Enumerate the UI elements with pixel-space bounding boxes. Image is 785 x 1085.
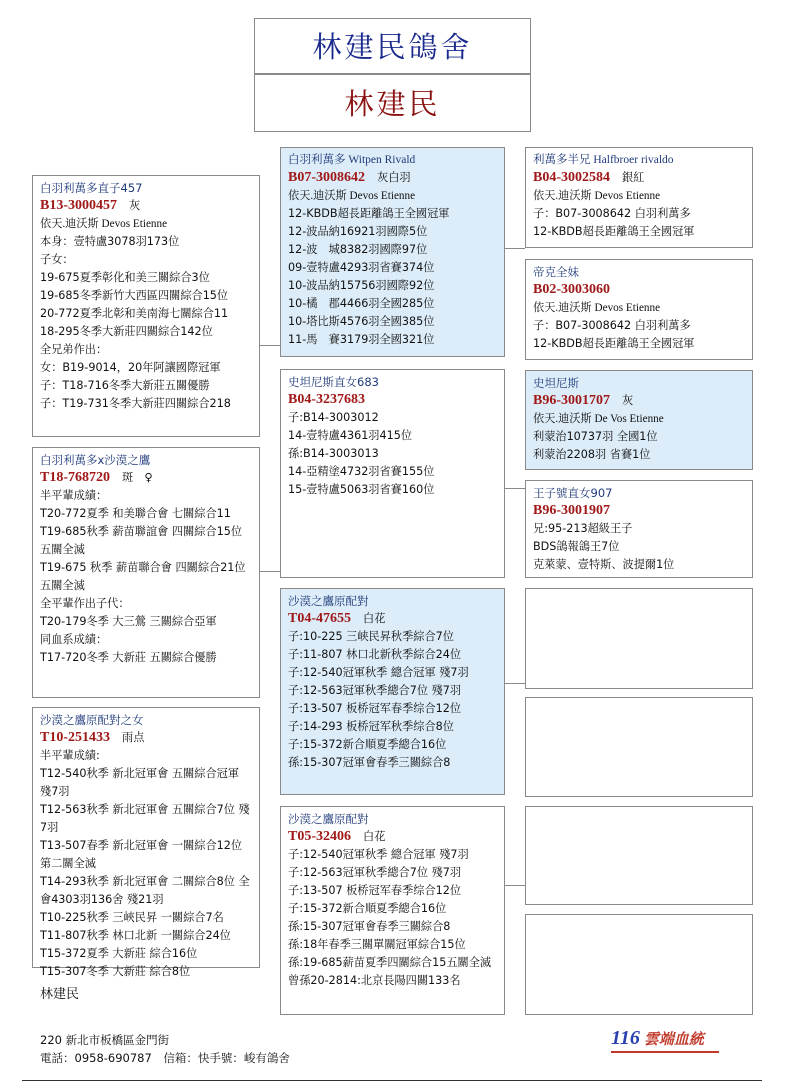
- card-line: T19-675 秋季 薪苗聯合會 四關綜合21位 五關全滅: [40, 561, 246, 592]
- card-title: 利萬多半兄 Halfbroer rivaldo: [533, 154, 674, 166]
- owner-name: 林建民: [254, 74, 531, 132]
- pedigree-card-sire-dam-line: [280, 369, 505, 578]
- card-line: 10-塔比斯4576羽全國385位: [288, 315, 435, 328]
- empty-card: [525, 806, 753, 905]
- pedigree-card-subject: [32, 175, 260, 437]
- ring-number: T04-47655: [288, 611, 351, 626]
- pedigree-card-prince-daughter: [525, 480, 753, 578]
- card-line: 12-KBDB超長距離鴿王全國冠軍: [288, 207, 450, 220]
- card-line: T12-563秋季 新北冠軍會 五關綜合7位 殘7羽: [40, 803, 250, 834]
- card-line: 子：T18-716冬季大新莊五關優勝: [40, 379, 210, 392]
- card-line: T20-772夏季 和美聯合會 七關綜合11: [40, 507, 231, 520]
- card-line: 女：B19-9014，20年阿讓國際冠軍: [40, 361, 221, 374]
- card-line: 09-壹特盧4293羽省賽374位: [288, 261, 435, 274]
- owner-signature: 林建民: [40, 987, 80, 1002]
- card-line: 12-波 城8382羽國際97位: [288, 243, 428, 256]
- card-line: 15-壹特盧5063羽省賽160位: [288, 483, 435, 496]
- logo-text: 雲端血統: [643, 1030, 704, 1048]
- card-line: 20-772夏季北彰和美南海七關綜合11: [40, 307, 229, 320]
- ring-number: B02-3003060: [533, 282, 610, 297]
- card-line: 克萊蒙、壹特斯、波提爾1位: [533, 558, 675, 571]
- card-line: 同血系成績：: [40, 633, 108, 646]
- pedigree-card-sire-dam: [525, 259, 753, 360]
- ring-number: B07-3008642: [288, 170, 365, 185]
- bird-color: 灰: [622, 394, 634, 407]
- loft-name: 林建民鴿舍: [254, 18, 531, 74]
- empty-card: [525, 588, 753, 689]
- bird-color: 銀紅: [622, 171, 645, 184]
- card-line: 依天.迪沃斯 Devos Etienne: [533, 190, 661, 202]
- card-line: 12-KBDB超長距離鴿王全國冠軍: [533, 225, 695, 238]
- card-line: 孫:19-685薪苗夏季四關綜合15五關全滅 曾孫20-2814:北京長陽四關133名: [288, 956, 492, 987]
- card-title: 史坦尼斯: [533, 376, 579, 390]
- pedigree-card-stanis: [525, 370, 753, 470]
- card-line: T19-685秋季 薪苗聯誼會 四關綜合15位 五關全滅: [40, 525, 243, 556]
- card-line: T12-540秋季 新北冠軍會 五關綜合冠軍 殘7羽: [40, 767, 240, 798]
- card-line: BDS鴿報鴿王7位: [533, 540, 620, 553]
- card-line: 子女：: [40, 253, 74, 266]
- card-line: 半平輩成績：: [40, 489, 108, 502]
- card-title: 白羽利萬多 Witpen Rivald: [288, 154, 416, 166]
- pedigree-card-dam-dam: [32, 707, 260, 978]
- empty-card: [525, 914, 753, 1015]
- card-line: 子:B14-3003012: [288, 411, 379, 424]
- card-line: 全兄弟作出：: [40, 343, 108, 356]
- empty-card: [525, 697, 753, 797]
- card-line: 子:13-507 板桥冠军春季综合12位: [288, 884, 462, 897]
- card-line: 依天.迪沃斯 De Vos Etienne: [533, 413, 664, 425]
- card-line: 11-馬 賽3179羽全國321位: [288, 333, 435, 346]
- card-line: 子:14-293 板桥冠军秋季综合8位: [288, 720, 454, 733]
- connector: [260, 571, 280, 572]
- card-line: T14-293秋季 新北冠軍會 二關綜合8位 全會4303羽136舍 殘21羽: [40, 875, 250, 906]
- card-title: 帝克全妹: [533, 265, 579, 279]
- card-line: 子:10-225 三峡民昇秋季綜合7位: [288, 630, 454, 643]
- card-line: 子:15-372新合順夏季總合16位: [288, 738, 447, 751]
- card-line: 子：B07-3008642 白羽利萬多: [533, 319, 691, 332]
- card-line: 子:12-540冠軍秋季 總合冠軍 殘7羽: [288, 848, 469, 861]
- card-line: 本身：壹特盧3078羽173位: [40, 235, 180, 248]
- card-line: 19-675夏季彰化和美三關綜合3位: [40, 271, 210, 284]
- connector: [505, 885, 525, 886]
- ring-number: B04-3002584: [533, 170, 610, 185]
- card-line: 19-685冬季新竹大西區四關綜合15位: [40, 289, 229, 302]
- bird-color: 灰白羽: [377, 171, 411, 184]
- footer-rule: [22, 1080, 762, 1081]
- card-line: 半平輩成績:: [40, 749, 100, 762]
- card-line: 依天.迪沃斯 Devos Etienne: [288, 190, 416, 202]
- card-line: T15-372夏季 大新莊 綜合16位: [40, 947, 198, 960]
- card-line: 利蒙治10737羽 全國1位: [533, 430, 658, 443]
- bird-color: 白花: [363, 612, 386, 625]
- bird-color: 斑 ♀: [122, 471, 153, 484]
- pedigree-card-dam-dam-sire: [280, 806, 505, 1015]
- card-title: 白羽利萬多直子457: [40, 181, 143, 195]
- connector: [505, 683, 525, 684]
- card-line: 14-亞精塗4732羽省賽155位: [288, 465, 435, 478]
- logo-underline: [611, 1051, 719, 1053]
- ring-number: B13-3000457: [40, 198, 117, 213]
- card-line: 孫:B14-3003013: [288, 447, 379, 460]
- logo-number: 116: [611, 1027, 640, 1049]
- card-title: 沙漠之鷹原配對: [288, 812, 369, 826]
- bird-color: 雨点: [122, 731, 145, 744]
- pedigree-card-sire: [280, 147, 505, 357]
- ring-number: T18-768720: [40, 470, 110, 485]
- card-line: 10-波品納15756羽國際92位: [288, 279, 435, 292]
- card-line: T20-179冬季 大三鶯 三關綜合亞軍: [40, 615, 217, 628]
- card-line: 14-壹特盧4361羽415位: [288, 429, 413, 442]
- card-line: 子：T19-731冬季大新莊四關綜合218: [40, 397, 231, 410]
- card-line: 依天.迪沃斯 Devos Etienne: [533, 302, 661, 314]
- card-line: 10-橘 郡4466羽全國285位: [288, 297, 435, 310]
- ring-number: B96-3001907: [533, 503, 610, 518]
- pedigree-card-dam-sire: [280, 588, 505, 795]
- card-title: 史坦尼斯直女683: [288, 375, 379, 389]
- card-line: 子：B07-3008642 白羽利萬多: [533, 207, 691, 220]
- card-title: 王子號直女907: [533, 486, 613, 500]
- bird-color: 白花: [363, 830, 386, 843]
- ring-number: T10-251433: [40, 730, 110, 745]
- card-line: T13-507春季 新北冠軍會 一關綜合12位 第二關全滅: [40, 839, 243, 870]
- card-line: 子:15-372新合順夏季總合16位: [288, 902, 447, 915]
- card-line: T15-307冬季 大新莊 綜合8位: [40, 965, 191, 978]
- card-line: 子:12-563冠軍秋季總合7位 殘7羽: [288, 866, 462, 879]
- card-title: 白羽利萬多x沙漠之鷹: [40, 453, 151, 467]
- card-line: 依天.迪沃斯 Devos Etienne: [40, 218, 168, 230]
- card-line: 孫:15-307冠軍會春季三關綜合8: [288, 920, 451, 933]
- card-title: 沙漠之鷹原配對之女: [40, 713, 144, 727]
- card-line: 孫:18年春季三關單關冠軍綜合15位: [288, 938, 466, 951]
- pedigree-card-sire-sire: [525, 147, 753, 248]
- ring-number: B04-3237683: [288, 392, 365, 407]
- card-line: 子:13-507 板桥冠军春季综合12位: [288, 702, 462, 715]
- connector: [505, 248, 525, 249]
- ring-number: B96-3001707: [533, 393, 610, 408]
- card-line: T17-720冬季 大新莊 五關綜合優勝: [40, 651, 217, 664]
- bird-color: 灰: [129, 199, 141, 212]
- card-line: 子:12-563冠軍秋季總合7位 殘7羽: [288, 684, 462, 697]
- card-title: 沙漠之鷹原配對: [288, 594, 369, 608]
- connector: [505, 488, 525, 489]
- card-line: 子:12-540冠軍秋季 總合冠軍 殘7羽: [288, 666, 469, 679]
- footer-contact: 電話：0958-690787 信箱：快手號：峻有鴿舍: [40, 1051, 290, 1065]
- connector: [260, 345, 280, 346]
- card-line: 兄:95-213超級王子: [533, 522, 633, 535]
- card-line: 18-295冬季大新莊四關綜合142位: [40, 325, 213, 338]
- ring-number: T05-32406: [288, 829, 351, 844]
- brand-logo: [611, 1027, 704, 1053]
- pedigree-card-dam: [32, 447, 260, 698]
- card-line: T11-807秋季 林口北新 一關綜合24位: [40, 929, 231, 942]
- card-line: 子:11-807 林口北新秋季綜合24位: [288, 648, 462, 661]
- card-line: 利蒙治2208羽 省賽1位: [533, 448, 651, 461]
- card-line: 12-波品納16921羽國際5位: [288, 225, 428, 238]
- card-line: 全平輩作出子代：: [40, 597, 130, 610]
- card-line: T10-225秋季 三峽民昇 一關綜合7名: [40, 911, 224, 924]
- footer-address: 220 新北市板橋區金門街: [40, 1033, 170, 1047]
- card-line: 孫:15-307冠軍會春季三關綜合8: [288, 756, 451, 769]
- card-line: 12-KBDB超長距離鴿王全國冠軍: [533, 337, 695, 350]
